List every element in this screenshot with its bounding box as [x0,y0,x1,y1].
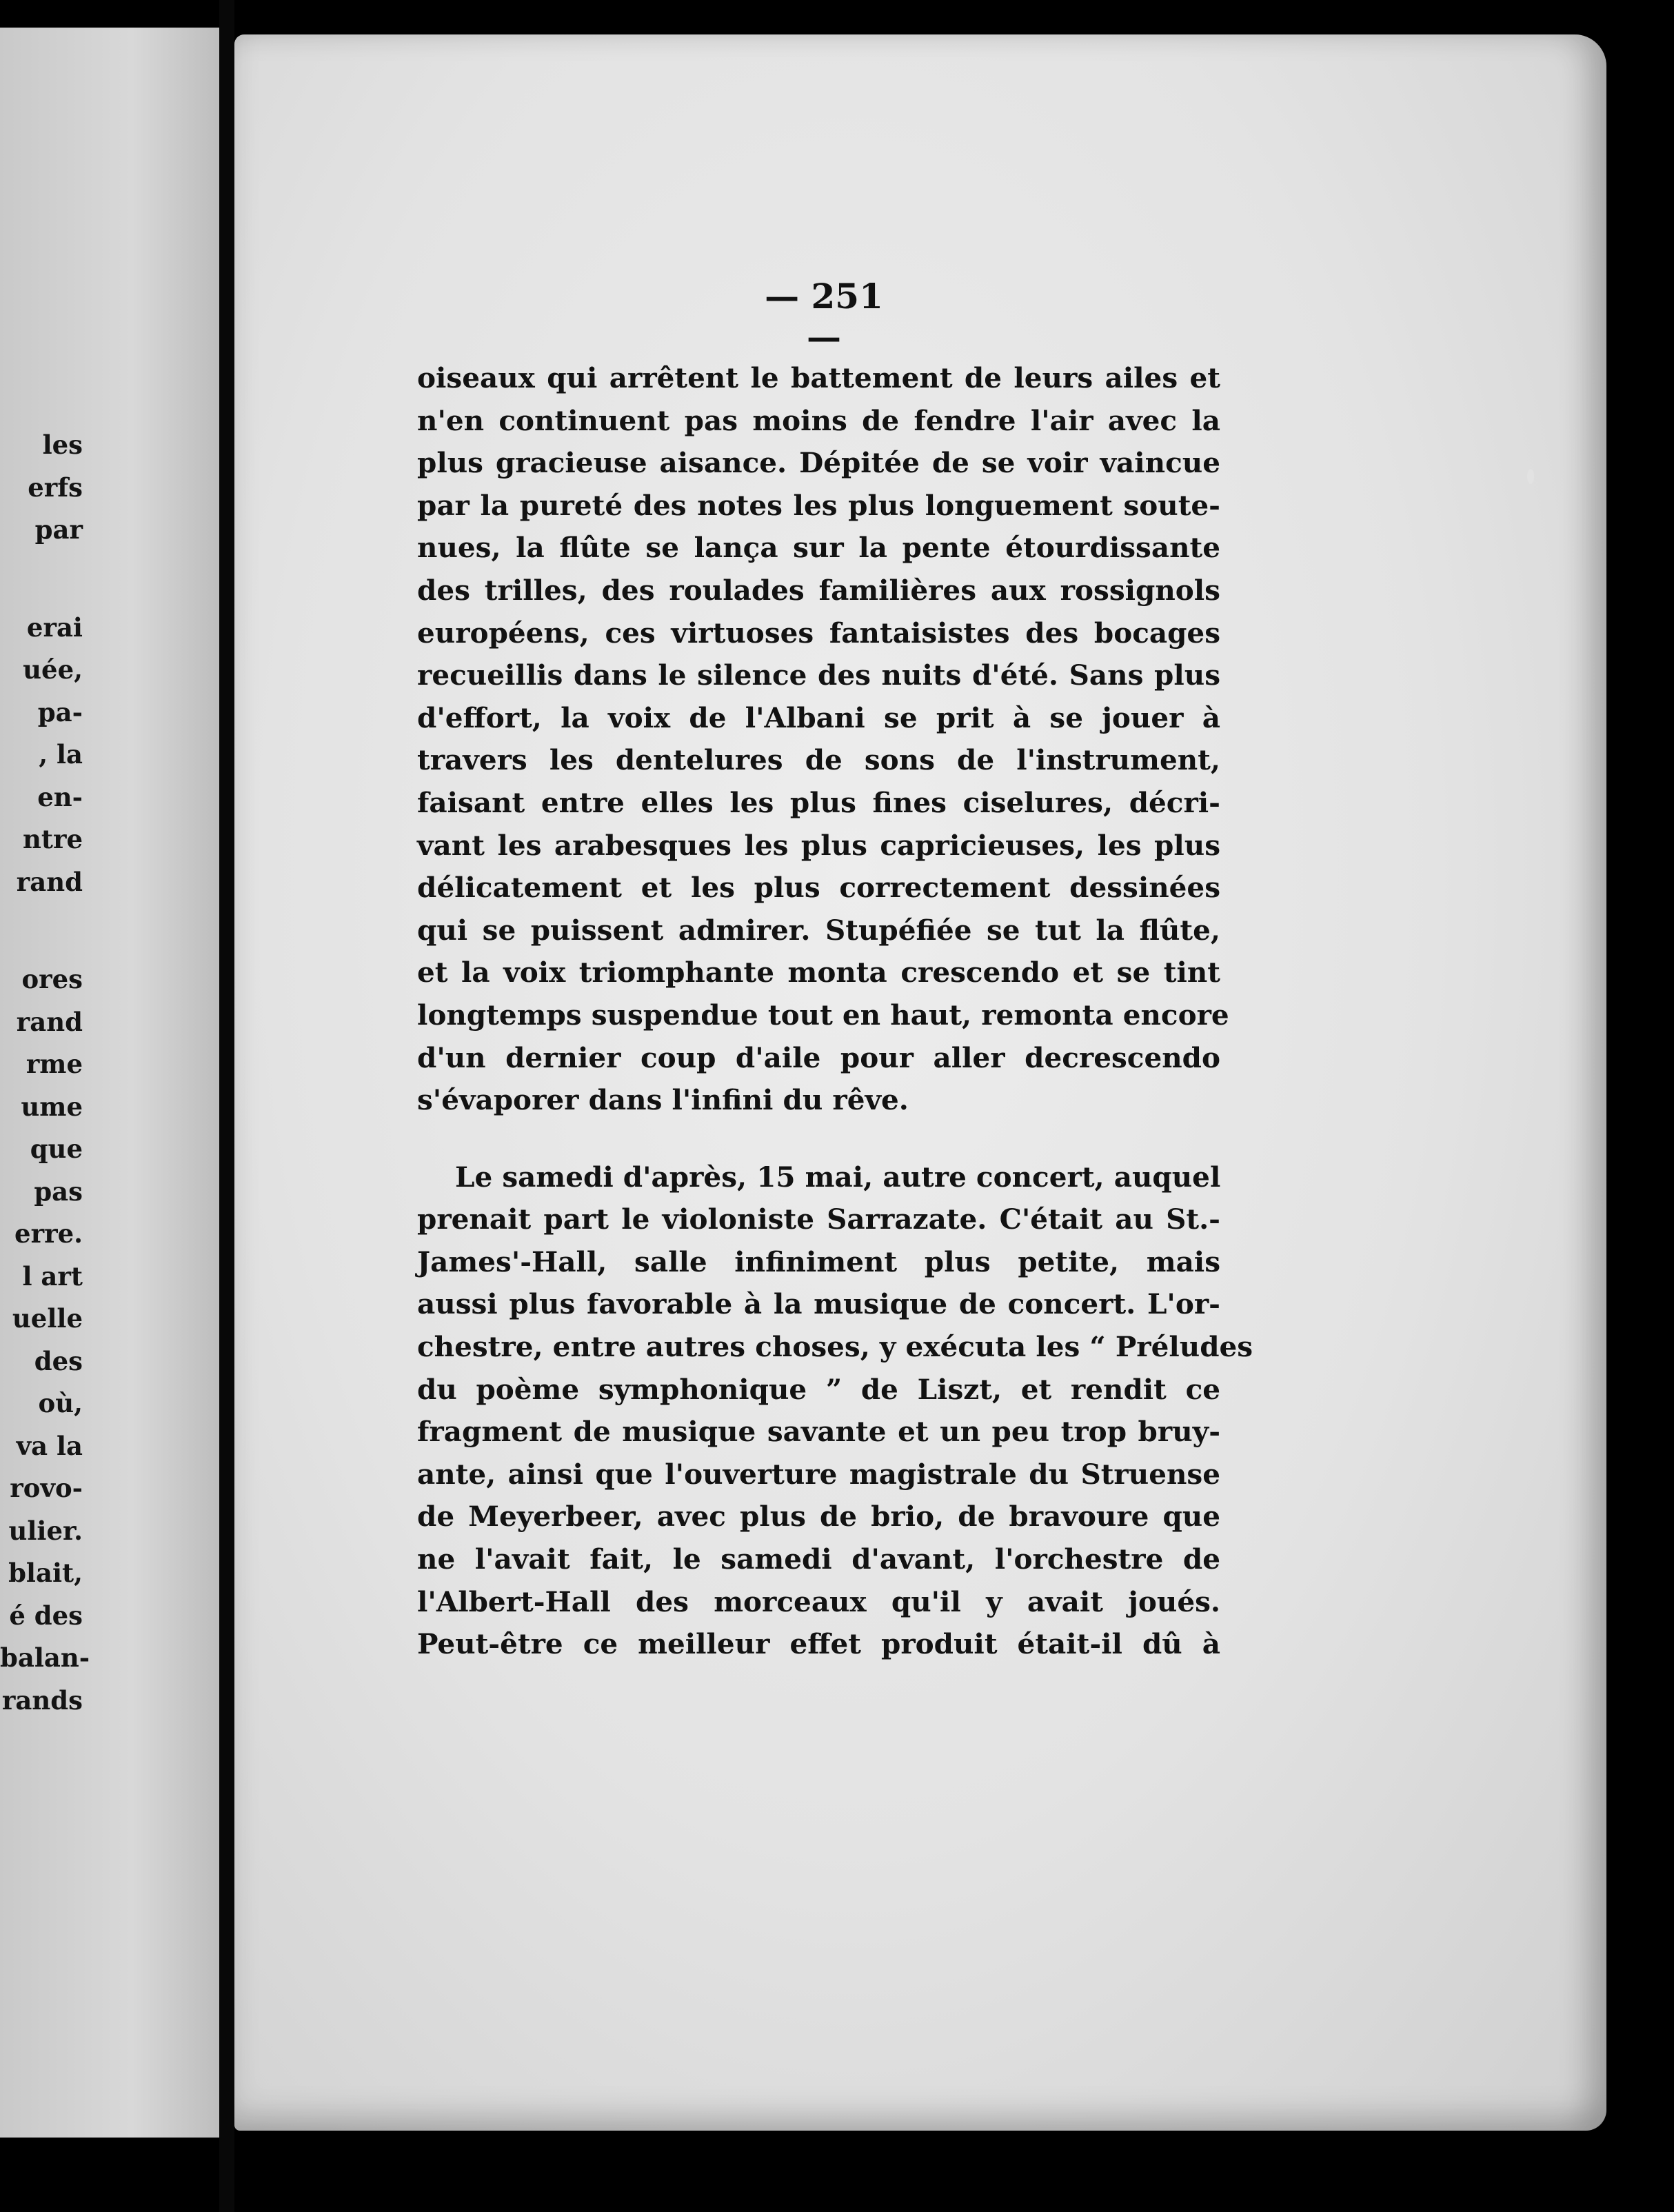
paper-speck [1400,445,1413,450]
text-line: ante, ainsi que l'ouverture magistrale du Struense [417,1457,1220,1491]
text-line: oiseaux qui arrêtent le battement de leurs ailes et [417,361,1220,394]
fragment: rand [16,866,83,897]
fragment: é des [9,1600,83,1631]
fragment: erre. [14,1218,83,1249]
text-line: prenait part le violoniste Sarrazate. C'était au St.- [417,1203,1220,1236]
paragraph-2 [417,1156,1253,1666]
fragment: des [34,1345,83,1376]
text-line: d'effort, la voix de l'Albani se prit à se jouer à [417,701,1220,734]
fragment: ntre [22,824,83,854]
text-line: n'en continuent pas moins de fendre l'air avec la [417,403,1220,437]
fragment: blait, [8,1558,83,1588]
fragment: , la [39,739,83,770]
text-line: James'-Hall, salle infiniment plus petite, mais [417,1245,1220,1278]
fragment: ume [21,1091,83,1122]
page-number: — 251 — [765,276,883,357]
text-line: délicatement et les plus correctement dessinées [417,871,1220,905]
text-line: du poème symphonique ” de Liszt, et rendit ce [417,1372,1220,1406]
fragment: rand [16,1006,83,1037]
fragment: que [30,1134,83,1164]
text-line: plus gracieuse aisance. Dépitée de se voir vaincue [417,446,1220,480]
text-line: fragment de musique savante et un peu trop bruy- [417,1415,1220,1449]
text-line: d'un dernier coup d'aile pour aller decrescendo [417,1040,1220,1074]
text-line: aussi plus favorable à la musique de concert. L'or- [417,1287,1220,1321]
text-line: européens, ces virtuoses fantaisistes des bocages [417,616,1220,650]
paper-speck [1527,469,1534,484]
text-line: par la pureté des notes les plus longuement soute- [417,488,1220,522]
text-line: s'évaporer dans l'infini du rêve. [417,1083,909,1117]
fragment: ores [21,964,83,994]
fragment: va la [16,1430,83,1461]
text-line: vant les arabesques les plus capricieuses, les plus [417,828,1220,862]
text-line: longtemps suspendue tout en haut, remonta encore [417,998,1229,1032]
text-line: Peut-être ce meilleur effet produit était-il dû à [417,1627,1220,1661]
fragment: l art [22,1260,83,1291]
fragment: rme [26,1049,83,1079]
fragment: pas [34,1176,83,1207]
text-line: recueillis dans le silence des nuits d'été. Sans plus [417,658,1220,692]
fragment: erfs [28,472,83,503]
paragraph-1 [417,357,1229,1122]
text-line: chestre, entre autres choses, y exécuta les “ Préludes [417,1330,1253,1364]
page-body [417,357,1253,1666]
fragment: uée, [23,654,83,685]
text-line: faisant entre elles les plus fines ciselures, décri- [417,785,1220,819]
text-line: l'Albert-Hall des morceaux qu'il y avait joués. [417,1585,1220,1618]
fragment: rovo- [10,1473,83,1503]
text-line: ne l'avait fait, le samedi d'avant, l'orchestre de [417,1542,1220,1576]
fragment: par [34,514,83,545]
text-line: de Meyerbeer, avec plus de brio, de bravoure que [417,1500,1220,1534]
text-line: nues, la flûte se lança sur la pente étourdissante [417,531,1220,565]
text-line: des trilles, des roulades familières aux rossignols [417,573,1220,607]
fragment: balan- [0,1642,90,1673]
fragment: en- [37,781,83,812]
left-page-edge [0,28,221,2138]
fragment: rands [1,1685,83,1716]
text-line: et la voix triomphante monta crescendo et se tint [417,956,1220,989]
left-page-fragments [0,424,90,1722]
fragment: pa- [37,696,83,727]
text-line: qui se puissent admirer. Stupéfiée se tut la flûte, [417,913,1220,947]
fragment: les [42,430,83,460]
fragment: erai [26,612,83,643]
book-gutter [219,0,234,2212]
fragment: uelle [12,1303,83,1334]
text-line: Le samedi d'après, 15 mai, autre concert, auquel [455,1160,1221,1194]
fragment: où, [38,1388,83,1418]
text-line: travers les dentelures de sons de l'instrument, [417,743,1220,777]
fragment: ulier. [8,1515,83,1546]
